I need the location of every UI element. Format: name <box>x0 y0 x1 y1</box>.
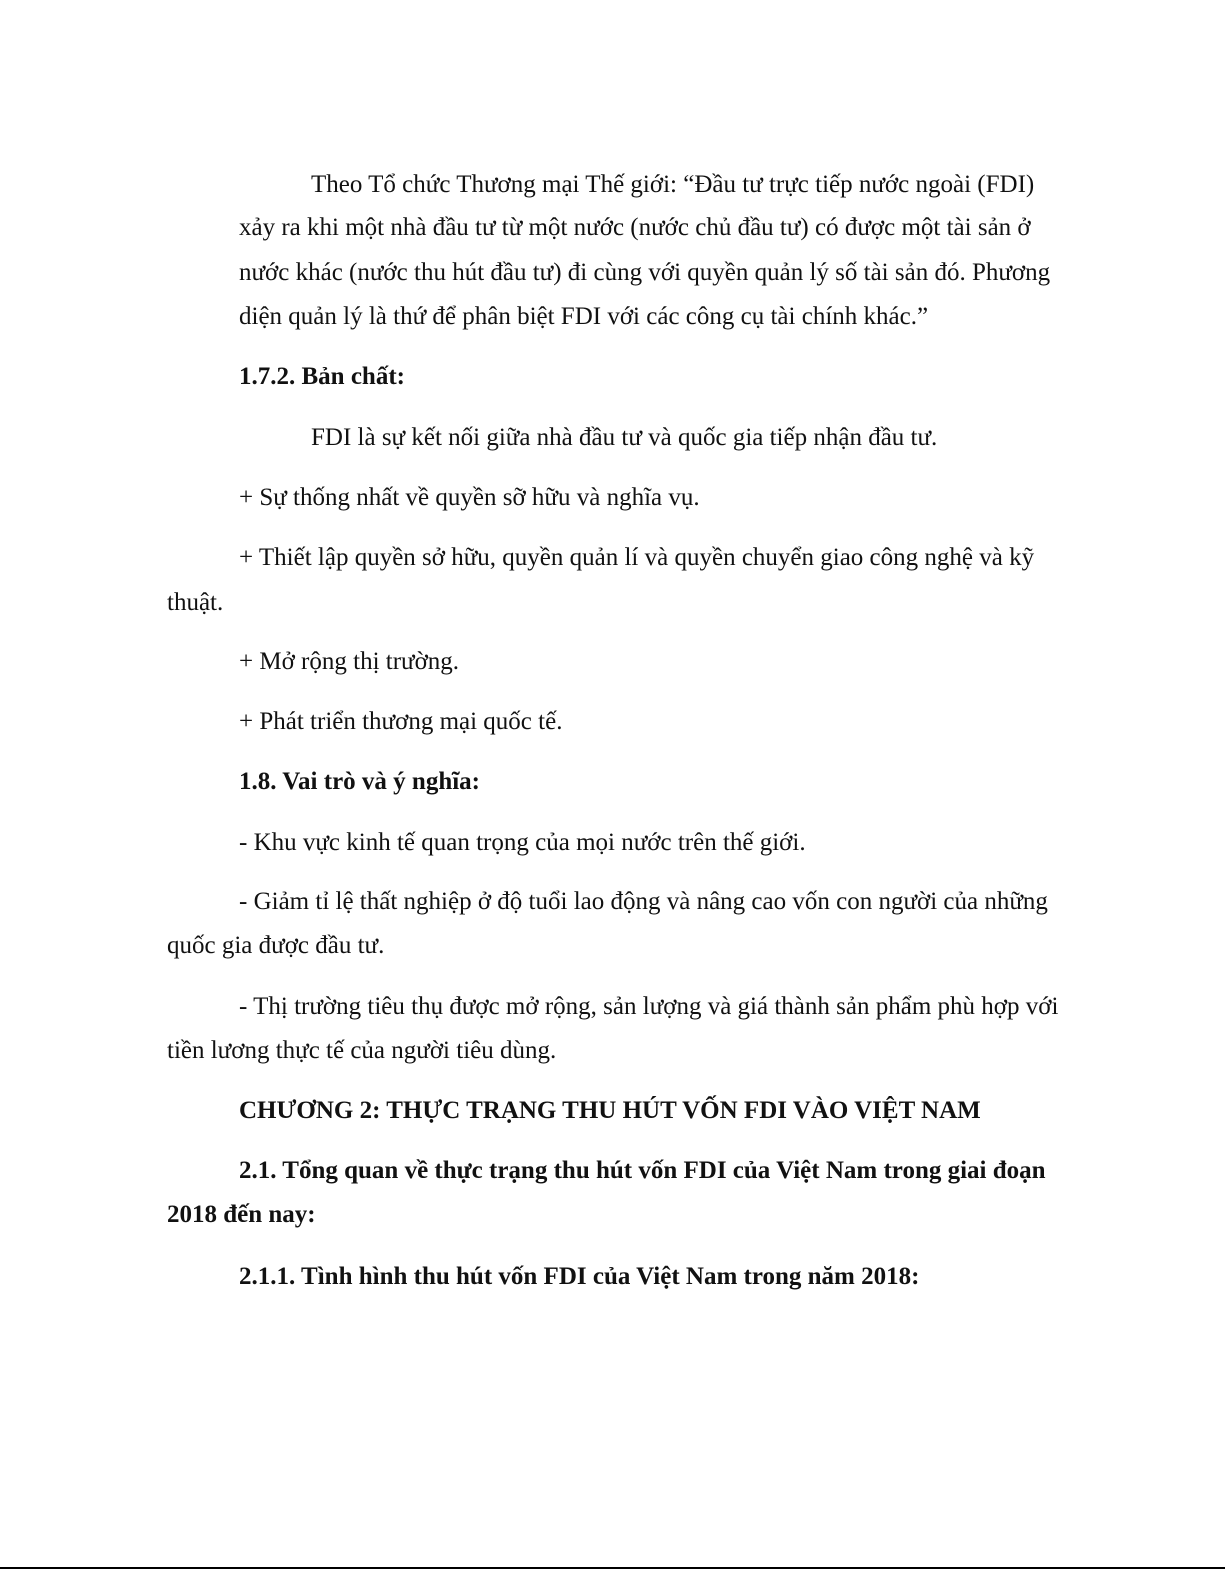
list-item-line: + Thiết lập quyền sở hữu, quyền quản lí và quyền chuyển giao công nghệ và kỹ <box>239 544 1035 571</box>
section-heading-1-8: 1.8. Vai trò và ý nghĩa: <box>239 768 481 795</box>
list-item-line: - Thị trường tiêu thụ được mở rộng, sản lượng và giá thành sản phẩm phù hợp với <box>239 993 1059 1020</box>
section-heading-2-1-1: 2.1.1. Tình hình thu hút vốn FDI của Việt Nam trong năm 2018: <box>239 1263 920 1290</box>
paragraph-fdi-connection: FDI là sự kết nối giữa nhà đầu tư và quốc gia tiếp nhận đầu tư. <box>311 424 938 451</box>
list-item-line: - Giảm tỉ lệ thất nghiệp ở độ tuổi lao động và nâng cao vốn con người của những <box>239 888 1048 915</box>
chapter-heading-2: CHƯƠNG 2: THỰC TRẠNG THU HÚT VỐN FDI VÀO VIỆT NAM <box>239 1097 981 1124</box>
list-item: - Khu vực kinh tế quan trọng của mọi nước trên thế giới. <box>239 829 806 856</box>
list-item-line: quốc gia được đầu tư. <box>167 932 385 959</box>
list-item: + Mở rộng thị trường. <box>239 648 460 675</box>
paragraph-line: xảy ra khi một nhà đầu tư từ một nước (nước chủ đầu tư) có được một tài sản ở <box>239 214 1031 241</box>
heading-line: 2018 đến nay: <box>167 1201 316 1228</box>
page-bottom-border <box>0 1567 1225 1569</box>
paragraph-line: Theo Tổ chức Thương mại Thế giới: “Đầu tư trực tiếp nước ngoài (FDI) <box>311 171 1035 198</box>
list-item-line: thuật. <box>167 589 224 616</box>
heading-line: 2.1. Tổng quan về thực trạng thu hút vốn FDI của Việt Nam trong giai đoạn <box>239 1157 1046 1184</box>
list-item-line: tiền lương thực tế của người tiêu dùng. <box>167 1037 557 1064</box>
paragraph-line: diện quản lý là thứ để phân biệt FDI với các công cụ tài chính khác.” <box>239 303 929 330</box>
paragraph-line: nước khác (nước thu hút đầu tư) đi cùng với quyền quản lý số tài sản đó. Phương <box>239 259 1051 286</box>
list-item: + Phát triển thương mại quốc tế. <box>239 708 563 735</box>
list-item: + Sự thống nhất về quyền sỡ hữu và nghĩa vụ. <box>239 484 700 511</box>
section-heading-1-7-2: 1.7.2. Bản chất: <box>239 363 405 390</box>
